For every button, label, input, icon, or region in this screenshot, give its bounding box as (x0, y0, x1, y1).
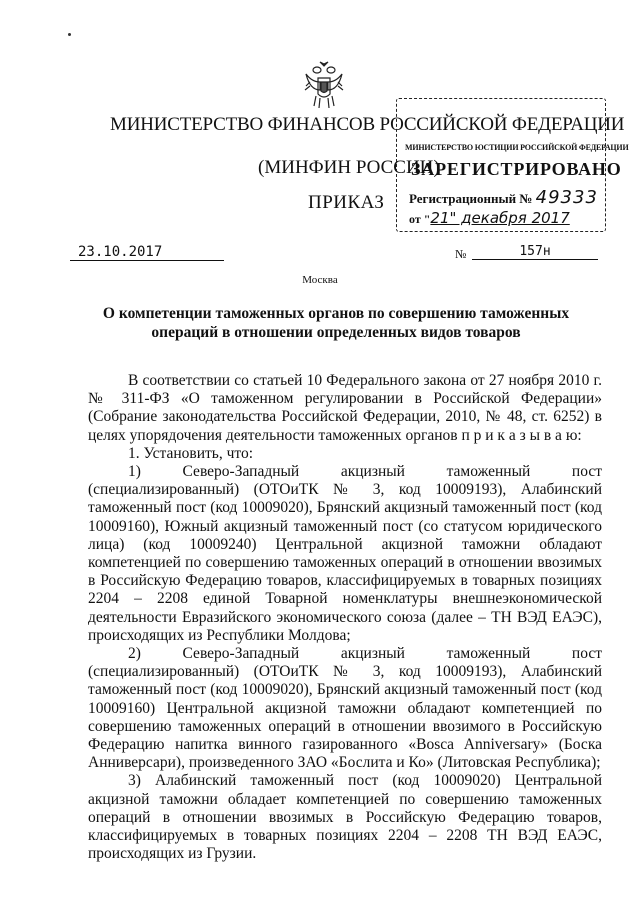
clause-1-item-2: 2) Северо-Западный акцизный таможенный пост (специализированный) (ОТОиТК № 3, код 10009193), Алабинский таможенный пост (код 10009020), Брянский акцизный таможенный пост (код 10009160) Центральной акцизной таможни обладают компетенцией по совершению таможенных операций в отношении ввозимого в Российскую Федерацию напитка винного газированного «Bosca Anniversary» (Боска Анниверсари), произведенного ЗАО «Бослита и Ко» (Литовская Республика); (88, 645, 602, 772)
preamble-paragraph: В соответствии со статьей 10 Федерального закона от 27 ноября 2010 г. № 311-ФЗ «О таможенном регулировании в Российской Федерации» (Собрание законодательства Российской Федерации, 2010, № 48, ст. 6252) в целях упорядочения деятельности таможенных органов п р и к а з ы в а ю: (88, 372, 602, 444)
stamp-reg-number: 49333 (535, 187, 598, 208)
registration-stamp (396, 98, 629, 232)
order-date: 23.10.2017 (70, 244, 224, 261)
clause-1-item-1: 1) Северо-Западный акцизный таможенный пост (специализированный) (ОТОиТК № 3, код 10009193), Алабинский таможенный пост (код 10009020), Брянский акцизный таможенный пост (код 10009160), Южный акцизный таможенный пост (со статусом юридического лица) (код 10009240) Центральной акцизной таможни обладают компетенцией по совершению таможенных операций в отношении ввозимых в Российскую Федерацию товаров, классифицируемых в товарных позициях 2204 – 2208 единой Товарной номенклатуры внешнеэкономической деятельности Евразийского экономического союза (далее – ТН ВЭД ЕАЭС), происходящих из Республики Молдова; (88, 463, 602, 644)
coat-of-arms-icon (302, 60, 346, 112)
document-type: ПРИКАЗ (308, 192, 385, 213)
order-number: 157н (472, 244, 598, 260)
order-number-label: № (455, 247, 467, 261)
stamp-registered-line: ЗАРЕГИСТРИРОВАНО (411, 159, 622, 179)
stamp-reg-number-line (409, 187, 598, 208)
stamp-date-prefix: от " (409, 212, 431, 226)
scan-speck (68, 33, 71, 36)
city: Москва (302, 274, 338, 286)
stamp-date-handwritten: 21" декабря 2017 (430, 209, 570, 227)
ministry-name: МИНИСТЕРСТВО ФИНАНСОВ РОССИЙСКОЙ ФЕДЕРАЦИИ (110, 114, 625, 135)
order-body (88, 372, 602, 863)
order-title: О компетенции таможенных органов по совершению таможенных операций в отношении определенных видов товаров (102, 305, 570, 341)
ministry-short-name: (МИНФИН РОССИИ) (258, 157, 440, 178)
stamp-ministry-line: МИНИСТЕРСТВО ЮСТИЦИИ РОССИЙСКОЙ ФЕДЕРАЦИИ (405, 143, 629, 152)
stamp-date-line (409, 209, 570, 227)
clause-1-item-3: 3) Алабинский таможенный пост (код 10009020) Центральной акцизной таможни обладает компетенцией по совершению таможенных операций в отношении ввозимых в Российскую Федерацию товаров, классифицируемых в товарных позициях 2204 – 2208 ТН ВЭД ЕАЭС, происходящих из Грузии. (88, 772, 602, 863)
clause-1-heading: 1. Установить, что: (128, 444, 254, 462)
stamp-reg-label: Регистрационный № (409, 191, 533, 206)
